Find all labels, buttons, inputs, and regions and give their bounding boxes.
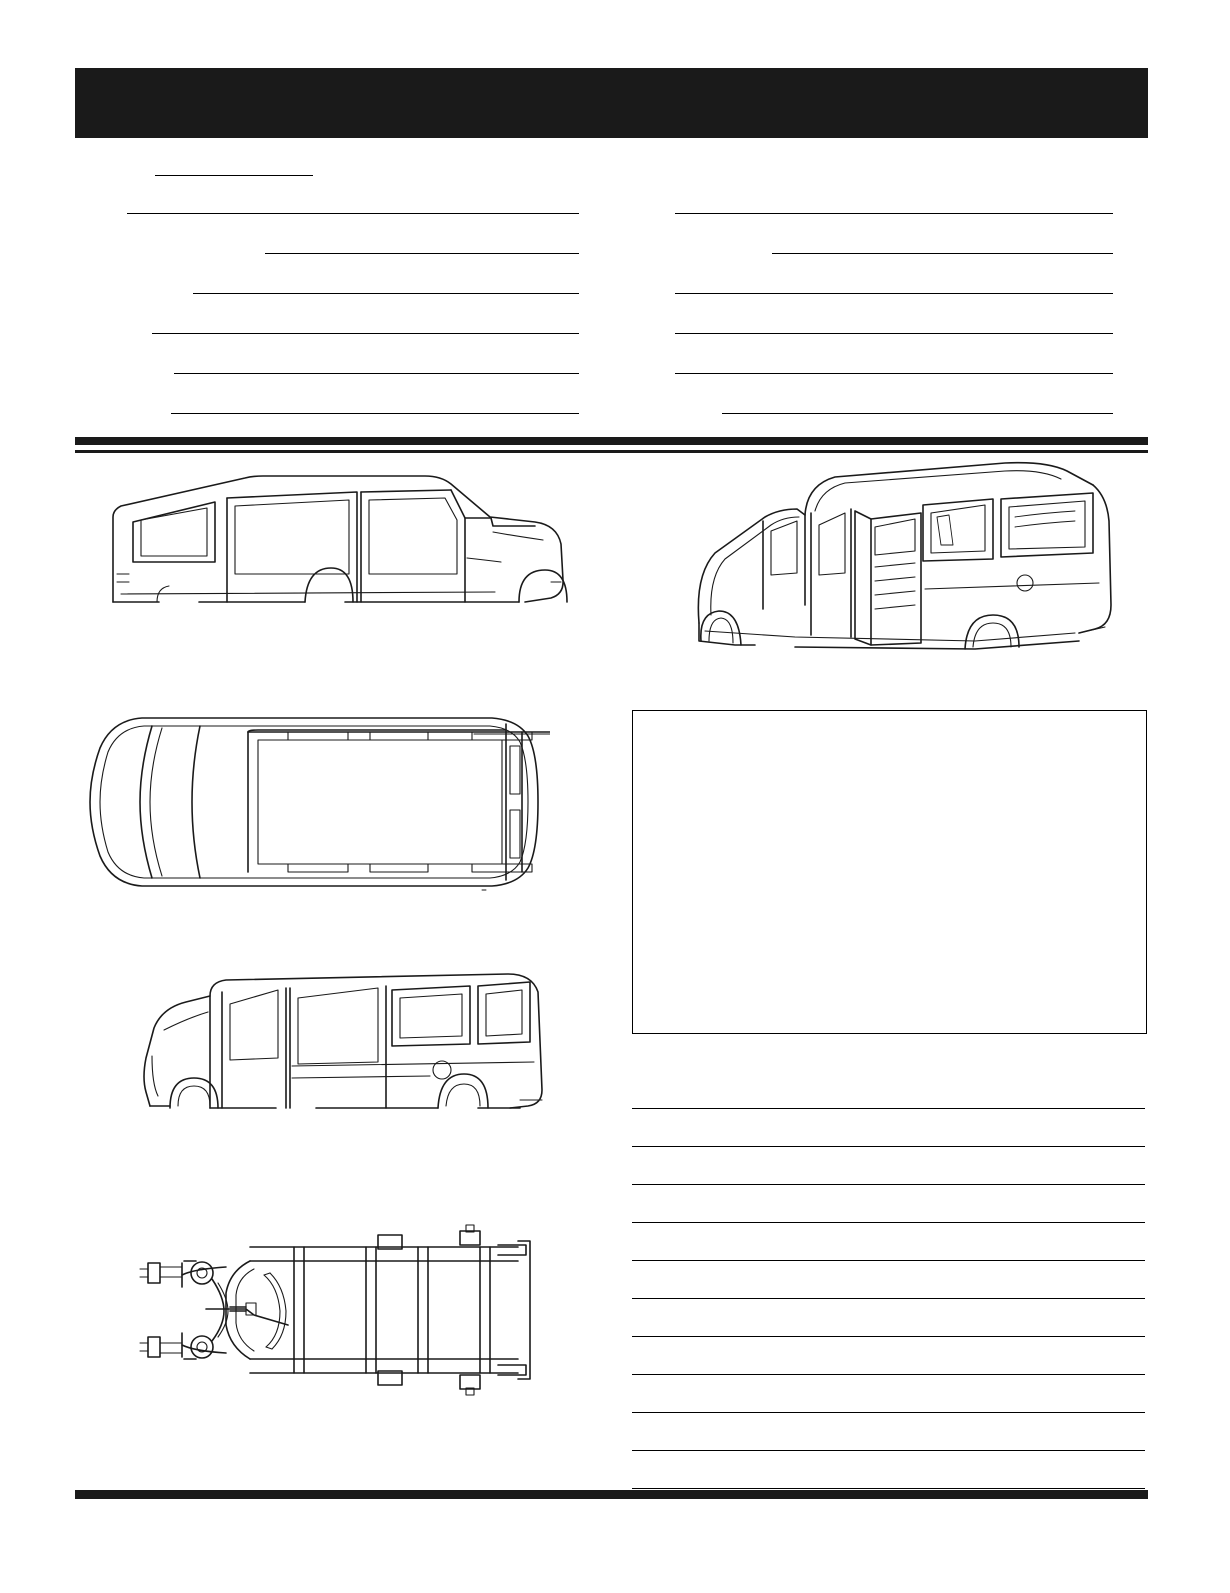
footer-bar (75, 1490, 1148, 1499)
bottom-line-5[interactable] (632, 1260, 1145, 1261)
form-line-right-3[interactable] (675, 293, 1113, 294)
bottom-line-3[interactable] (632, 1184, 1145, 1185)
bottom-line-4[interactable] (632, 1222, 1145, 1223)
form-line-right-4[interactable] (675, 333, 1113, 334)
bottom-line-9[interactable] (632, 1412, 1145, 1413)
van-three-quarter-view-open-doors (675, 455, 1125, 670)
form-line-left-2[interactable] (265, 253, 579, 254)
bottom-line-8[interactable] (632, 1374, 1145, 1375)
form-line-left-6[interactable] (171, 413, 579, 414)
bottom-line-2[interactable] (632, 1146, 1145, 1147)
section-divider-thick (75, 437, 1148, 445)
van-chassis-frame-underbody (78, 1215, 546, 1405)
section-divider-thin (75, 450, 1148, 453)
form-line-right-6[interactable] (722, 413, 1113, 414)
bottom-line-11[interactable] (632, 1488, 1145, 1489)
bottom-line-6[interactable] (632, 1298, 1145, 1299)
bottom-line-10[interactable] (632, 1450, 1145, 1451)
blank-notes-box[interactable] (632, 710, 1147, 1034)
van-top-view-roof (82, 706, 550, 898)
form-line-right-5[interactable] (675, 373, 1113, 374)
form-line-right-2[interactable] (772, 253, 1113, 254)
header-bar (75, 68, 1148, 138)
form-line-short[interactable] (155, 175, 313, 176)
van-side-view-body-panels (95, 462, 575, 642)
bottom-line-1[interactable] (632, 1108, 1145, 1109)
form-line-left-5[interactable] (174, 373, 579, 374)
bottom-line-7[interactable] (632, 1336, 1145, 1337)
form-line-right-1[interactable] (675, 213, 1113, 214)
form-line-left-4[interactable] (152, 333, 579, 334)
form-line-left-3[interactable] (193, 293, 579, 294)
van-left-side-view (90, 960, 560, 1135)
form-line-left-1[interactable] (127, 213, 579, 214)
